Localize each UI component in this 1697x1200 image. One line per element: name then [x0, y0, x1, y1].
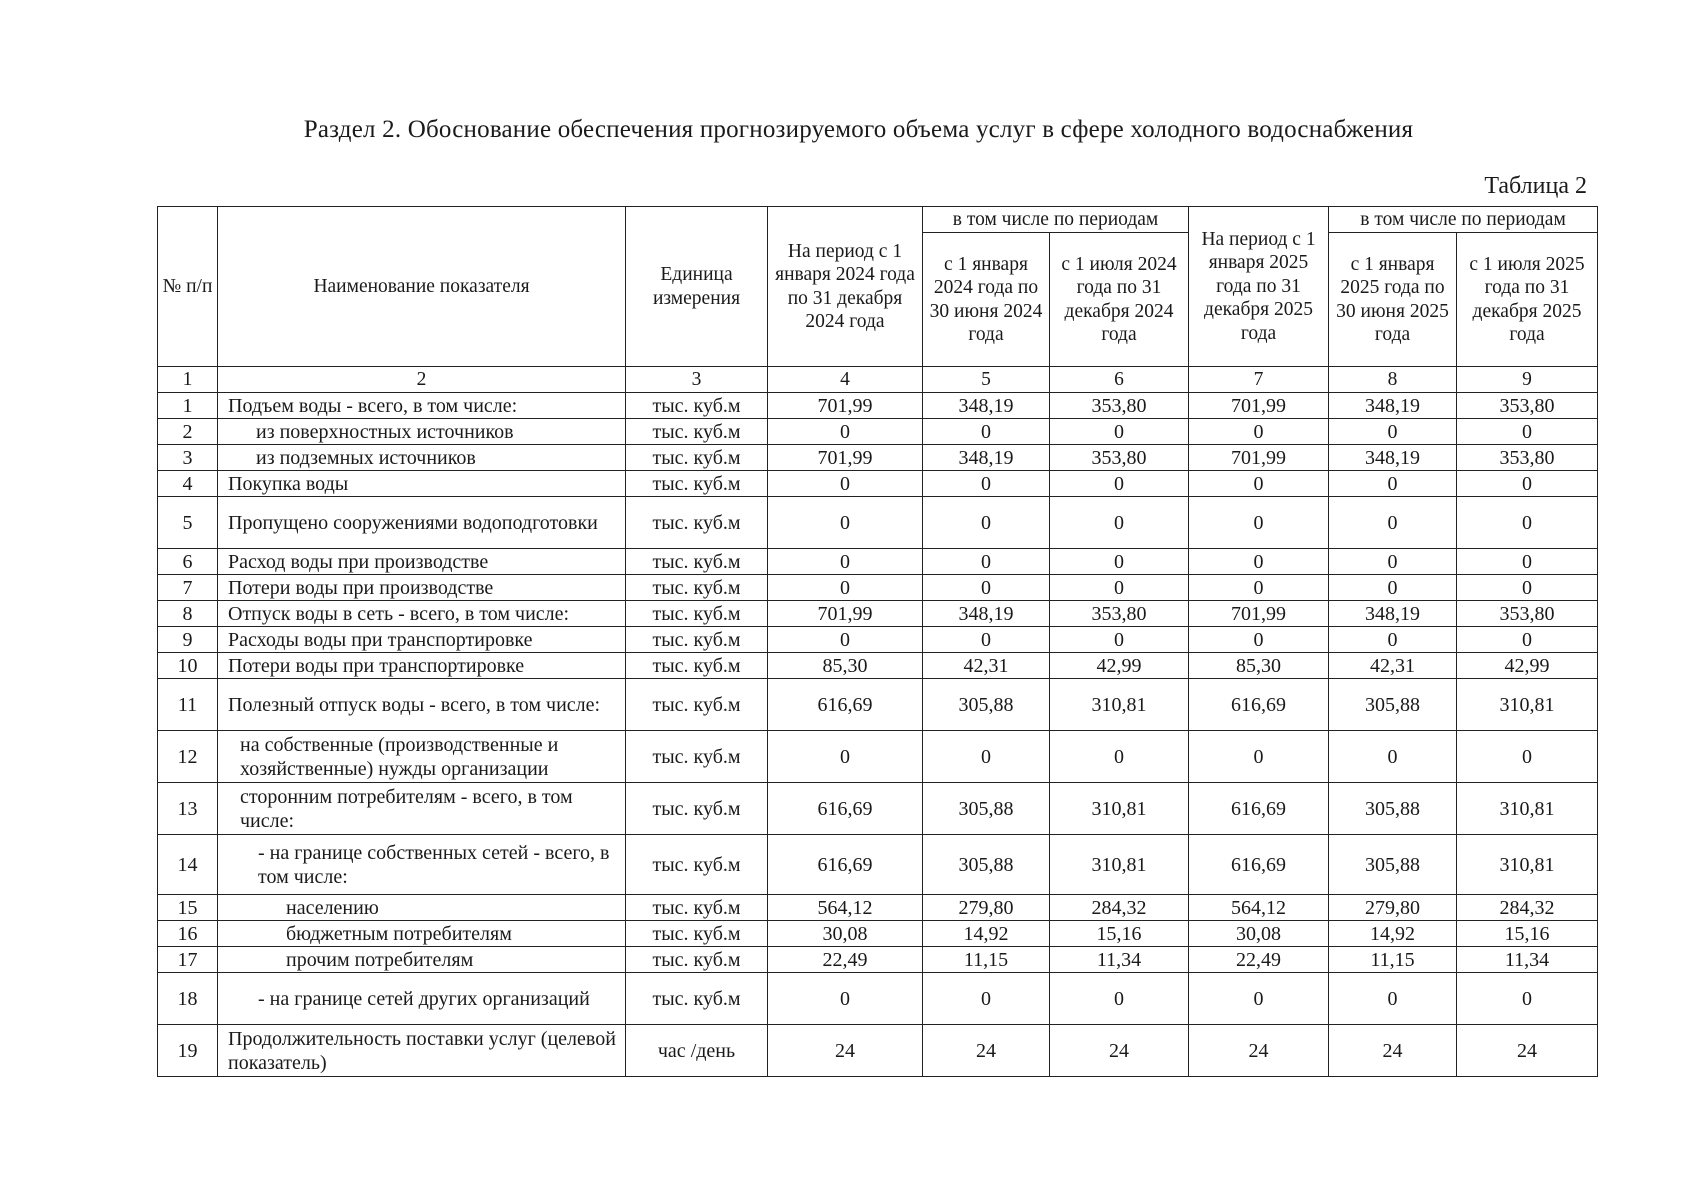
- value-cell: 0: [768, 575, 923, 601]
- value-cell: 305,88: [1329, 783, 1457, 835]
- row-number: 11: [158, 679, 218, 731]
- value-cell: 353,80: [1457, 393, 1598, 419]
- indicator-name: Потери воды при транспортировке: [218, 653, 626, 679]
- value-cell: 85,30: [1189, 653, 1329, 679]
- value-cell: 0: [1457, 973, 1598, 1025]
- column-index: 3: [626, 367, 768, 393]
- column-index: 6: [1050, 367, 1189, 393]
- row-number: 3: [158, 445, 218, 471]
- value-cell: 353,80: [1457, 445, 1598, 471]
- value-cell: 0: [1050, 973, 1189, 1025]
- value-cell: 616,69: [1189, 835, 1329, 895]
- value-cell: 42,31: [923, 653, 1050, 679]
- header-num: № п/п: [158, 207, 218, 367]
- value-cell: 353,80: [1050, 393, 1189, 419]
- value-cell: 348,19: [1329, 445, 1457, 471]
- value-cell: 310,81: [1050, 835, 1189, 895]
- unit-cell: тыс. куб.м: [626, 947, 768, 973]
- value-cell: 11,15: [1329, 947, 1457, 973]
- header-name: Наименование показателя: [218, 207, 626, 367]
- row-number: 5: [158, 497, 218, 549]
- row-number: 14: [158, 835, 218, 895]
- table-row: [158, 419, 1598, 445]
- unit-cell: тыс. куб.м: [626, 601, 768, 627]
- value-cell: 279,80: [1329, 895, 1457, 921]
- column-index: 8: [1329, 367, 1457, 393]
- value-cell: 616,69: [1189, 679, 1329, 731]
- value-cell: 0: [1050, 627, 1189, 653]
- value-cell: 24: [1189, 1025, 1329, 1077]
- value-cell: 310,81: [1050, 783, 1189, 835]
- row-number: 4: [158, 471, 218, 497]
- value-cell: 22,49: [1189, 947, 1329, 973]
- value-cell: 616,69: [768, 835, 923, 895]
- section-title: Раздел 2. Обоснование обеспечения прогнозируемого объема услуг в сфере холодного водоснабжения: [303, 116, 1414, 143]
- value-cell: 22,49: [768, 947, 923, 973]
- value-cell: 348,19: [923, 601, 1050, 627]
- column-index: 9: [1457, 367, 1598, 393]
- value-cell: 15,16: [1457, 921, 1598, 947]
- value-cell: 701,99: [1189, 445, 1329, 471]
- value-cell: 305,88: [923, 835, 1050, 895]
- table-row: [158, 601, 1598, 627]
- indicator-name: населению: [218, 895, 626, 921]
- value-cell: 0: [1329, 471, 1457, 497]
- value-cell: 284,32: [1050, 895, 1189, 921]
- unit-cell: тыс. куб.м: [626, 731, 768, 783]
- table-row: [158, 921, 1598, 947]
- value-cell: 0: [1457, 575, 1598, 601]
- row-number: 19: [158, 1025, 218, 1077]
- indicator-name: Потери воды при производстве: [218, 575, 626, 601]
- value-cell: 305,88: [1329, 679, 1457, 731]
- header-h2-2024: с 1 июля 2024 года по 31 декабря 2024 года: [1050, 233, 1189, 367]
- value-cell: 42,99: [1457, 653, 1598, 679]
- indicator-name: Пропущено сооружениями водоподготовки: [218, 497, 626, 549]
- value-cell: 0: [923, 419, 1050, 445]
- value-cell: 305,88: [923, 679, 1050, 731]
- column-index: 7: [1189, 367, 1329, 393]
- table-body: [158, 393, 1598, 1077]
- indicator-name: из поверхностных источников: [218, 419, 626, 445]
- value-cell: 0: [1189, 549, 1329, 575]
- value-cell: 24: [1050, 1025, 1189, 1077]
- value-cell: 279,80: [923, 895, 1050, 921]
- value-cell: 0: [1457, 731, 1598, 783]
- row-number: 6: [158, 549, 218, 575]
- column-index: 1: [158, 367, 218, 393]
- header-incl-periods-2025: в том числе по периодам: [1329, 207, 1598, 233]
- value-cell: 0: [1189, 627, 1329, 653]
- indicator-name: сторонним потребителям - всего, в том числе:: [218, 783, 626, 835]
- value-cell: 0: [1329, 419, 1457, 445]
- value-cell: 24: [923, 1025, 1050, 1077]
- row-number: 12: [158, 731, 218, 783]
- value-cell: 353,80: [1050, 445, 1189, 471]
- unit-cell: тыс. куб.м: [626, 549, 768, 575]
- value-cell: 0: [1189, 731, 1329, 783]
- value-cell: 0: [1329, 627, 1457, 653]
- value-cell: 0: [1050, 731, 1189, 783]
- column-index: 5: [923, 367, 1050, 393]
- value-cell: 42,31: [1329, 653, 1457, 679]
- value-cell: 0: [1189, 471, 1329, 497]
- header-period-2024: На период с 1 января 2024 года по 31 декабря 2024 года: [768, 207, 923, 367]
- table-row: [158, 445, 1598, 471]
- row-number: 17: [158, 947, 218, 973]
- table-row: [158, 575, 1598, 601]
- value-cell: 42,99: [1050, 653, 1189, 679]
- value-cell: 0: [1329, 731, 1457, 783]
- value-cell: 24: [768, 1025, 923, 1077]
- value-cell: 310,81: [1457, 783, 1598, 835]
- value-cell: 0: [768, 419, 923, 445]
- indicator-name: Отпуск воды в сеть - всего, в том числе:: [218, 601, 626, 627]
- value-cell: 616,69: [768, 679, 923, 731]
- value-cell: 11,34: [1457, 947, 1598, 973]
- unit-cell: тыс. куб.м: [626, 783, 768, 835]
- value-cell: 0: [923, 973, 1050, 1025]
- value-cell: 0: [1457, 627, 1598, 653]
- value-cell: 30,08: [768, 921, 923, 947]
- row-number: 7: [158, 575, 218, 601]
- unit-cell: тыс. куб.м: [626, 445, 768, 471]
- value-cell: 85,30: [768, 653, 923, 679]
- table-row: [158, 549, 1598, 575]
- table-row: [158, 835, 1598, 895]
- unit-cell: тыс. куб.м: [626, 895, 768, 921]
- value-cell: 310,81: [1457, 679, 1598, 731]
- table-row: [158, 947, 1598, 973]
- value-cell: 0: [1050, 549, 1189, 575]
- header-incl-periods-2024: в том числе по периодам: [923, 207, 1189, 233]
- value-cell: 15,16: [1050, 921, 1189, 947]
- table-row: [158, 973, 1598, 1025]
- value-cell: 616,69: [1189, 783, 1329, 835]
- header-h2-2025: с 1 июля 2025 года по 31 декабря 2025 года: [1457, 233, 1598, 367]
- row-number: 10: [158, 653, 218, 679]
- row-number: 1: [158, 393, 218, 419]
- row-number: 9: [158, 627, 218, 653]
- value-cell: 353,80: [1457, 601, 1598, 627]
- table-row: [158, 679, 1598, 731]
- unit-cell: час /день: [626, 1025, 768, 1077]
- value-cell: 24: [1457, 1025, 1598, 1077]
- value-cell: 0: [1189, 497, 1329, 549]
- value-cell: 564,12: [768, 895, 923, 921]
- indicator-name: Подъем воды - всего, в том числе:: [218, 393, 626, 419]
- value-cell: 701,99: [768, 445, 923, 471]
- value-cell: 14,92: [923, 921, 1050, 947]
- value-cell: 348,19: [1329, 393, 1457, 419]
- row-number: 2: [158, 419, 218, 445]
- row-number: 15: [158, 895, 218, 921]
- table-row: [158, 497, 1598, 549]
- value-cell: 0: [923, 497, 1050, 549]
- unit-cell: тыс. куб.м: [626, 471, 768, 497]
- header-h1-2024: с 1 января 2024 года по 30 июня 2024 года: [923, 233, 1050, 367]
- value-cell: 0: [1457, 471, 1598, 497]
- value-cell: 305,88: [923, 783, 1050, 835]
- indicator-name: - на границе собственных сетей - всего, в том числе:: [218, 835, 626, 895]
- value-cell: 616,69: [768, 783, 923, 835]
- row-number: 18: [158, 973, 218, 1025]
- indicator-name: Продолжительность поставки услуг (целевой показатель): [218, 1025, 626, 1077]
- value-cell: 0: [1457, 419, 1598, 445]
- value-cell: 0: [1329, 973, 1457, 1025]
- value-cell: 348,19: [923, 393, 1050, 419]
- value-cell: 11,15: [923, 947, 1050, 973]
- unit-cell: тыс. куб.м: [626, 921, 768, 947]
- water-supply-table: [157, 206, 1598, 1077]
- table-row: [158, 393, 1598, 419]
- value-cell: 701,99: [1189, 393, 1329, 419]
- indicator-name: Покупка воды: [218, 471, 626, 497]
- unit-cell: тыс. куб.м: [626, 835, 768, 895]
- column-index: 4: [768, 367, 923, 393]
- indicator-name: Расходы воды при транспортировке: [218, 627, 626, 653]
- value-cell: 701,99: [1189, 601, 1329, 627]
- header-unit: Единица измерения: [626, 207, 768, 367]
- value-cell: 0: [1329, 575, 1457, 601]
- value-cell: 0: [768, 731, 923, 783]
- table-row: [158, 783, 1598, 835]
- unit-cell: тыс. куб.м: [626, 393, 768, 419]
- value-cell: 310,81: [1457, 835, 1598, 895]
- value-cell: 0: [923, 575, 1050, 601]
- value-cell: 284,32: [1457, 895, 1598, 921]
- value-cell: 0: [1050, 575, 1189, 601]
- value-cell: 0: [923, 731, 1050, 783]
- value-cell: 0: [1329, 549, 1457, 575]
- value-cell: 564,12: [1189, 895, 1329, 921]
- value-cell: 0: [1189, 419, 1329, 445]
- header-h1-2025: с 1 января 2025 года по 30 июня 2025 года: [1329, 233, 1457, 367]
- column-index: 2: [218, 367, 626, 393]
- value-cell: 0: [1457, 549, 1598, 575]
- value-cell: 701,99: [768, 601, 923, 627]
- indicator-name: Полезный отпуск воды - всего, в том числе:: [218, 679, 626, 731]
- table-row: [158, 1025, 1598, 1077]
- unit-cell: тыс. куб.м: [626, 575, 768, 601]
- unit-cell: тыс. куб.м: [626, 419, 768, 445]
- value-cell: 0: [1189, 575, 1329, 601]
- table-row: [158, 895, 1598, 921]
- unit-cell: тыс. куб.м: [626, 653, 768, 679]
- value-cell: 310,81: [1050, 679, 1189, 731]
- value-cell: 0: [1050, 471, 1189, 497]
- value-cell: 11,34: [1050, 947, 1189, 973]
- value-cell: 14,92: [1329, 921, 1457, 947]
- indicator-name: - на границе сетей других организаций: [218, 973, 626, 1025]
- value-cell: 701,99: [768, 393, 923, 419]
- value-cell: 0: [1050, 419, 1189, 445]
- value-cell: 0: [768, 497, 923, 549]
- value-cell: 0: [768, 471, 923, 497]
- indicator-name: из подземных источников: [218, 445, 626, 471]
- value-cell: 0: [1457, 497, 1598, 549]
- table-row: [158, 653, 1598, 679]
- table-row: [158, 627, 1598, 653]
- value-cell: 0: [768, 549, 923, 575]
- unit-cell: тыс. куб.м: [626, 973, 768, 1025]
- value-cell: 0: [1329, 497, 1457, 549]
- row-number: 16: [158, 921, 218, 947]
- indicator-name: прочим потребителям: [218, 947, 626, 973]
- value-cell: 24: [1329, 1025, 1457, 1077]
- value-cell: 0: [768, 627, 923, 653]
- value-cell: 30,08: [1189, 921, 1329, 947]
- unit-cell: тыс. куб.м: [626, 679, 768, 731]
- value-cell: 0: [923, 627, 1050, 653]
- column-index-row: [158, 367, 1598, 393]
- table-caption: Таблица 2: [1484, 173, 1587, 199]
- unit-cell: тыс. куб.м: [626, 497, 768, 549]
- value-cell: 0: [923, 549, 1050, 575]
- value-cell: 353,80: [1050, 601, 1189, 627]
- value-cell: 0: [768, 973, 923, 1025]
- value-cell: 0: [923, 471, 1050, 497]
- table-row: [158, 471, 1598, 497]
- value-cell: 348,19: [923, 445, 1050, 471]
- unit-cell: тыс. куб.м: [626, 627, 768, 653]
- row-number: 13: [158, 783, 218, 835]
- table-row: [158, 731, 1598, 783]
- value-cell: 305,88: [1329, 835, 1457, 895]
- indicator-name: Расход воды при производстве: [218, 549, 626, 575]
- row-number: 8: [158, 601, 218, 627]
- header-period-2025: На период с 1 января 2025 года по 31 декабря 2025 года: [1189, 207, 1329, 367]
- value-cell: 0: [1050, 497, 1189, 549]
- header-row-top: [158, 207, 1598, 233]
- indicator-name: на собственные (производственные и хозяйственные) нужды организации: [218, 731, 626, 783]
- indicator-name: бюджетным потребителям: [218, 921, 626, 947]
- value-cell: 0: [1189, 973, 1329, 1025]
- value-cell: 348,19: [1329, 601, 1457, 627]
